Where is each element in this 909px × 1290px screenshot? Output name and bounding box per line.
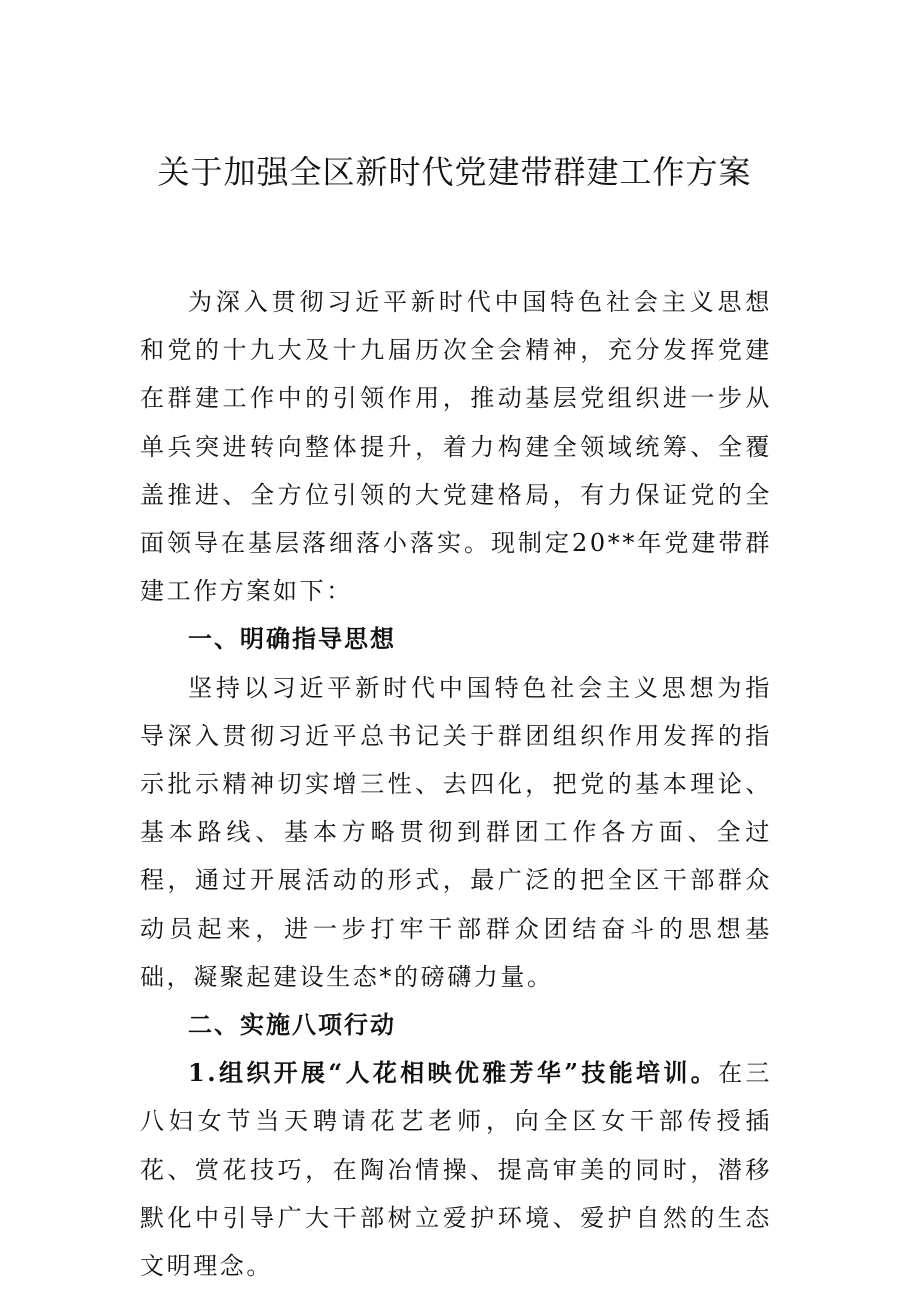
action-item-1-lead: 1.组织开展“人花相映优雅芳华”技能培训。 [188,1058,719,1088]
document-body [140,278,772,1290]
action-item-1-text: 在三八妇女节当天聘请花艺老师，向全区女干部传授插花、赏花技巧，在陶冶情操、提高审美的同时，潜移默化中引导广大干部树立爱护环境、爱护自然的生态文明理念。 [140,1059,773,1281]
intro-paragraph: 为深入贯彻习近平新时代中国特色社会主义思想和党的十九大及十九届历次全会精神，充分发挥党建在群建工作中的引领作用，推动基层党组织进一步从单兵突进转向整体提升，着力构建全领域统筹、全覆盖推进、全方位引领的大党建格局，有力保证党的全面领导在基层落细落小落实。现制定20**年党建带群建工作方案如下： [140,288,772,606]
section-heading-eight-actions: 二、实施八项行动 [188,1011,396,1040]
action-item-1 [140,1049,772,1290]
section-heading-guiding-ideology: 一、明确指导思想 [188,625,396,654]
document-title: 关于加强全区新时代党建带群建工作方案 [157,153,752,191]
section-paragraph-guiding-ideology: 坚持以习近平新时代中国特色社会主义思想为指导深入贯彻习近平总书记关于群团组织作用发挥的指示批示精神切实增三性、去四化，把党的基本理论、基本路线、基本方略贯彻到群团工作各方面、全过程，通过开展活动的形式，最广泛的把全区干部群众动员起来，进一步打牢干部群众团结奋斗的思想基础，凝聚起建设生态*的磅礴力量。 [140,673,772,991]
